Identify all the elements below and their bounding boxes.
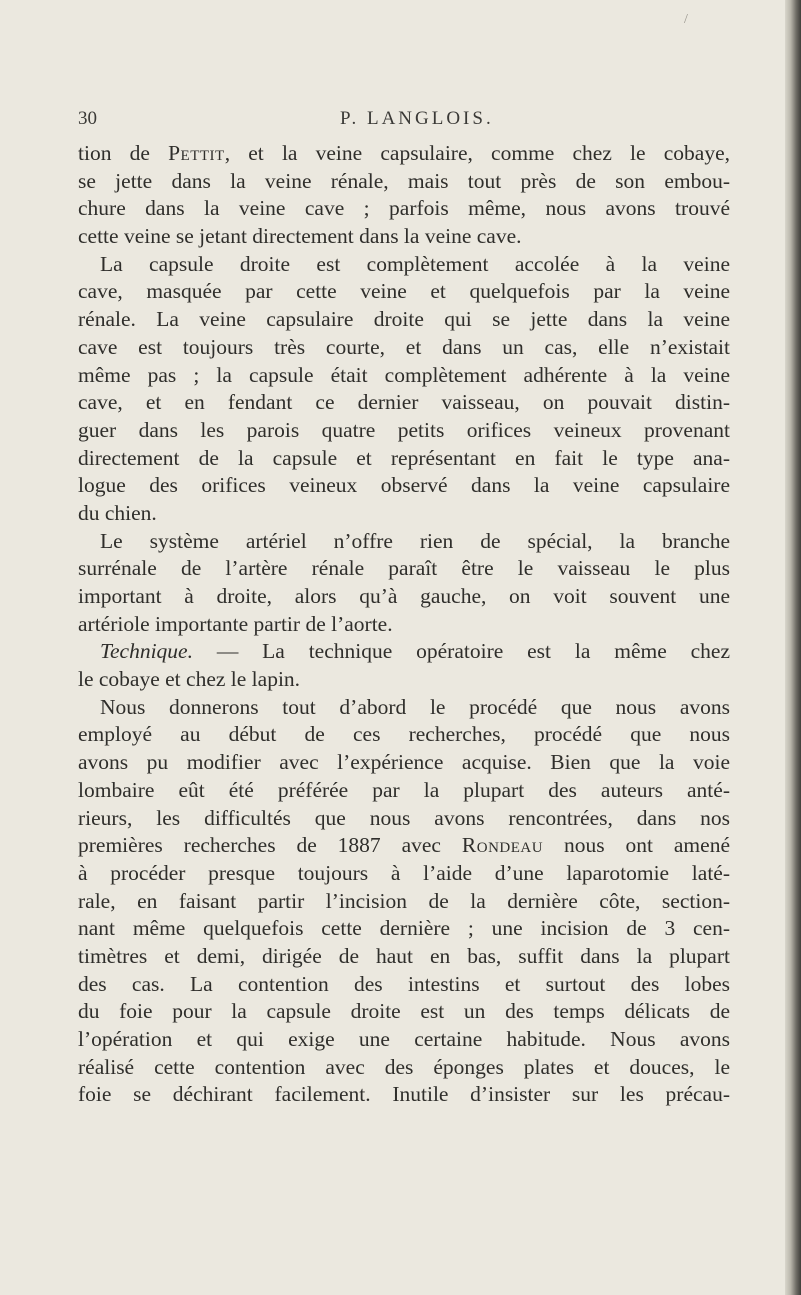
text-line: cave, masquée par cette veine et quelquefois par la veine — [78, 279, 730, 304]
section-heading-technique: Technique. — [100, 639, 193, 664]
text-line: lombaire eût été préférée par la plupart des auteurs anté- — [78, 777, 730, 802]
text-line: des cas. La contention des intestins et surtout des lobes — [78, 971, 730, 996]
text-line: La capsule droite est complètement accolée à la veine — [100, 251, 730, 276]
text-line: Le système artériel n’offre rien de spécial, la branche — [100, 528, 730, 553]
text-line: se jette dans la veine rénale, mais tout près de son embou- — [78, 168, 730, 193]
text-line: cette veine se jetant directement dans la veine cave. — [78, 224, 522, 249]
text-line: employé au début de ces recherches, procédé que nous — [78, 722, 730, 747]
text-line: le cobaye et chez le lapin. — [78, 667, 301, 692]
stray-mark: / — [684, 12, 688, 27]
text-line: du chien. — [78, 500, 157, 525]
text-line: du foie pour la capsule droite est un des temps délicats de — [78, 999, 730, 1024]
text-line: réalisé cette contention avec des éponges plates et douces, le — [78, 1054, 730, 1079]
text-line: nant même quelquefois cette dernière ; une incision de 3 cen- — [78, 916, 730, 941]
author-name-rondeau: Rondeau — [461, 833, 544, 858]
text-line: chure dans la veine cave ; parfois même, nous avons trouvé — [78, 196, 730, 221]
text-line: tion de Pettit, et la veine capsulaire, comme chez le cobaye, — [78, 141, 730, 165]
text-line: cave, et en fendant ce dernier vaisseau, on pouvait distin- — [78, 390, 730, 415]
text-line: cave est toujours très courte, et dans un cas, elle n’existait — [78, 334, 730, 359]
text-line: même pas ; la capsule était complètement adhérente à la veine — [78, 362, 730, 387]
page-number: 30 — [78, 108, 97, 129]
text-line: l’opération et qui exige une certaine habitude. Nous avons — [78, 1027, 730, 1051]
text-line: foie se déchirant facilement. Inutile d’insister sur les précau- — [78, 1082, 730, 1107]
text-line: premières recherches de 1887 avec Rondeau nous ont amené — [78, 833, 730, 858]
text-line: rale, en faisant partir l’incision de la dernière côte, section- — [78, 888, 730, 913]
text-line: rieurs, les difficultés que nous avons rencontrées, dans nos — [78, 805, 730, 830]
text-line: timètres et demi, dirigée de haut en bas, suffit dans la plupart — [78, 943, 730, 968]
text-line: rénale. La veine capsulaire droite qui se jette dans la veine — [78, 307, 730, 332]
text-line: à procéder presque toujours à l’aide d’une laparotomie laté- — [78, 860, 730, 885]
author-name-pettit: Pettit — [168, 141, 225, 165]
text-line: avons pu modifier avec l’expérience acquise. Bien que la voie — [78, 750, 730, 775]
text-line: surrénale de l’artère rénale paraît être le vaisseau le plus — [78, 556, 730, 581]
text-line: Nous donnerons tout d’abord le procédé que nous avons — [100, 694, 730, 719]
text-line: directement de la capsule et représentant en fait le type ana- — [78, 445, 730, 470]
page-header — [78, 108, 728, 138]
body-text — [78, 140, 730, 1109]
page-edge-shadow — [785, 0, 801, 1295]
text-line: logue des orifices veineux observé dans la veine capsulaire — [78, 473, 730, 498]
running-title: P. LANGLOIS. — [340, 108, 494, 129]
text-line: important à droite, alors qu’à gauche, on voit souvent une — [78, 584, 730, 608]
text-line: Technique. — La technique opératoire est la même chez — [100, 639, 730, 664]
text-line: guer dans les parois quatre petits orifices veineux provenant — [78, 417, 730, 442]
text-line: artériole importante partir de l’aorte. — [78, 611, 393, 636]
